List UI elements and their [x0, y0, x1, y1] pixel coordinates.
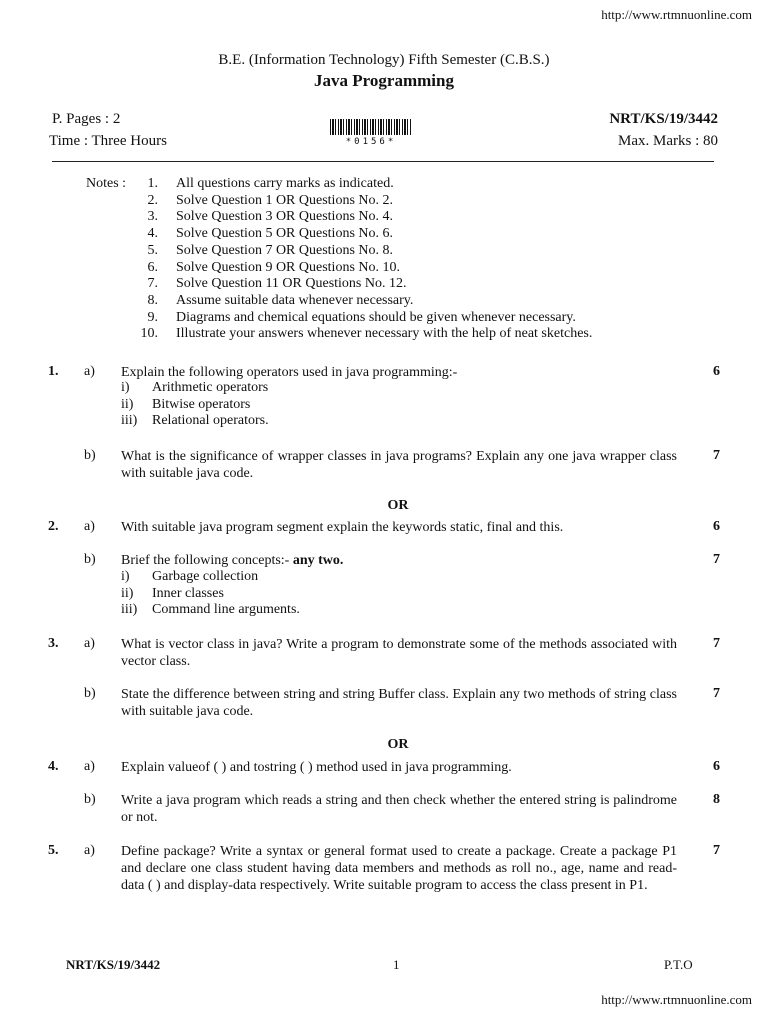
note-text: Solve Question 9 OR Questions No. 10. — [176, 259, 400, 275]
question-number: 1. — [48, 364, 59, 379]
question-text: What is the significance of wrapper classes in java programs? Explain any one java wrapper class with suitable java code. — [121, 449, 677, 481]
note-number: 3. — [147, 209, 158, 225]
note-number: 10. — [140, 326, 158, 342]
marks: 7 — [713, 636, 720, 651]
page-number: 1 — [393, 957, 400, 972]
note-number: 6. — [147, 259, 158, 275]
sub-text: Relational operators. — [152, 413, 269, 429]
question-text: Write a java program which reads a string and then check whether the entered string is palindrome or not. — [121, 793, 677, 825]
header-divider — [52, 161, 714, 162]
part-label: b) — [84, 792, 96, 807]
part-label: a) — [84, 364, 95, 379]
footer-paper-code: NRT/KS/19/3442 — [66, 957, 161, 972]
text-prefix: Brief the following concepts:- — [121, 553, 293, 568]
question-text — [121, 552, 677, 569]
or-separator: OR — [387, 737, 409, 752]
question-number: 4. — [48, 759, 59, 774]
pto-label: P.T.O — [664, 957, 693, 972]
question-number: 5. — [48, 843, 59, 858]
note-number: 4. — [147, 226, 158, 242]
notes-label: Notes : — [86, 176, 127, 191]
note-number: 8. — [147, 292, 158, 308]
sub-roman: iii) — [121, 602, 138, 618]
marks: 6 — [713, 364, 720, 379]
marks: 8 — [713, 792, 720, 807]
question-text: With suitable java program segment explain the keywords static, final and this. — [121, 520, 564, 535]
header-url-link[interactable]: http://www.rtmnuonline.com — [601, 7, 752, 22]
sub-text: Garbage collection — [152, 569, 259, 584]
sub-roman: i) — [121, 380, 130, 395]
marks: 7 — [713, 448, 720, 463]
sub-roman: ii) — [121, 585, 134, 601]
part-label: b) — [84, 448, 96, 463]
sub-roman: i) — [121, 569, 130, 584]
note-number: 1. — [147, 176, 158, 191]
question-number: 2. — [48, 519, 59, 534]
question-text: Explain the following operators used in java programming:- — [121, 365, 458, 380]
sub-roman: iii) — [121, 413, 138, 429]
note-text: Solve Question 11 OR Questions No. 12. — [176, 276, 407, 292]
sub-text: Arithmetic operators — [152, 380, 269, 395]
question-text: State the difference between string and string Buffer class. Explain any two methods of string class with suitable java code. — [121, 687, 677, 719]
sub-text: Bitwise operators — [152, 396, 251, 412]
part-label: a) — [84, 636, 95, 651]
note-number: 9. — [147, 309, 158, 325]
subject-title: Java Programming — [314, 71, 454, 90]
note-text: Solve Question 1 OR Questions No. 2. — [176, 192, 393, 208]
part-label: a) — [84, 519, 95, 534]
note-number: 2. — [147, 192, 158, 208]
text-emphasis: any two. — [292, 553, 344, 568]
sub-text: Command line arguments. — [152, 602, 300, 618]
part-label: b) — [84, 552, 96, 567]
note-number: 5. — [147, 242, 158, 258]
note-text: Solve Question 5 OR Questions No. 6. — [176, 226, 393, 242]
part-label: a) — [84, 759, 95, 774]
sub-text: Inner classes — [152, 585, 224, 601]
exam-time: Time : Three Hours — [49, 133, 167, 149]
barcode-digits: *0156* — [345, 137, 397, 147]
question-text: Define package? Write a syntax or general format used to create a package. Create a package P1 and declare one class student having data members and methods as roll no., age, name and read-data ( ) and display-data respectively. Write suitable program to access the class present in P1. — [121, 844, 677, 893]
note-text: Diagrams and chemical equations should be given whenever necessary. — [176, 309, 576, 325]
note-text: All questions carry marks as indicated. — [176, 176, 394, 191]
note-text: Solve Question 3 OR Questions No. 4. — [176, 209, 393, 225]
sub-list — [121, 380, 269, 430]
barcode-image — [330, 119, 412, 135]
paper-code: NRT/KS/19/3442 — [609, 111, 718, 127]
marks: 6 — [713, 759, 720, 774]
note-text: Solve Question 7 OR Questions No. 8. — [176, 242, 393, 258]
sub-list — [121, 569, 300, 619]
page-count: P. Pages : 2 — [52, 111, 121, 127]
marks: 7 — [713, 843, 720, 858]
note-text: Assume suitable data whenever necessary. — [176, 292, 414, 308]
sub-roman: ii) — [121, 396, 134, 412]
part-label: a) — [84, 843, 95, 858]
question-number: 3. — [48, 636, 59, 651]
question-text: What is vector class in java? Write a program to demonstrate some of the methods associated with vector class. — [121, 637, 677, 669]
part-label: b) — [84, 686, 96, 701]
note-number: 7. — [147, 276, 158, 292]
course-title: B.E. (Information Technology) Fifth Semester (C.B.S.) — [218, 52, 550, 68]
max-marks: Max. Marks : 80 — [618, 133, 718, 149]
question-text: Explain valueof ( ) and tostring ( ) method used in java programming. — [121, 760, 512, 775]
note-text: Illustrate your answers whenever necessary with the help of neat sketches. — [176, 326, 593, 342]
or-separator: OR — [387, 498, 409, 513]
marks: 7 — [713, 686, 720, 701]
marks: 7 — [713, 552, 720, 567]
marks: 6 — [713, 519, 720, 534]
footer-url-link[interactable]: http://www.rtmnuonline.com — [601, 992, 752, 1007]
